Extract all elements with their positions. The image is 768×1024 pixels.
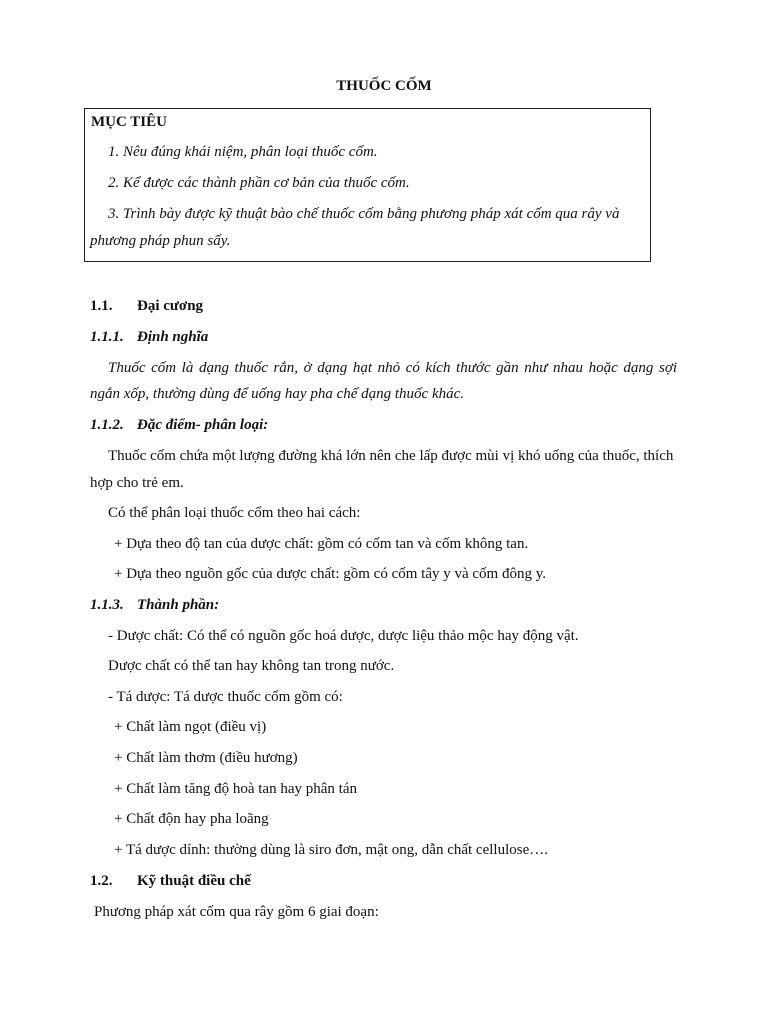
subsection-number: 1.1.1. bbox=[90, 329, 124, 345]
paragraph-line: Thuốc cốm chứa một lượng đường khá lớn nên che lấp được mùi vị khó uống của thuốc, thích bbox=[108, 448, 674, 464]
subsection-heading bbox=[90, 596, 219, 614]
subsection-title: Thành phần: bbox=[137, 597, 220, 613]
section-heading bbox=[90, 872, 251, 890]
paragraph-line: Phương pháp xát cốm qua rây gồm 6 giai đoạn: bbox=[94, 904, 379, 920]
subsection-title: Đặc điểm- phân loại: bbox=[137, 417, 269, 433]
paragraph-line: - Dược chất: Có thể có nguồn gốc hoá dược, dược liệu thảo mộc hay động vật. bbox=[108, 628, 579, 644]
list-item: + Chất độn hay pha loãng bbox=[114, 811, 269, 827]
paragraph-line: Dược chất có thể tan hay không tan trong nước. bbox=[108, 658, 395, 674]
list-item: + Dựa theo nguồn gốc của dược chất: gồm có cốm tây y và cốm đông y. bbox=[114, 566, 546, 582]
list-item: + Tá dược dính: thường dùng là siro đơn, mật ong, dẫn chất cellulose…. bbox=[114, 842, 548, 858]
subsection-number: 1.1.3. bbox=[90, 597, 124, 613]
paragraph-line: Có thể phân loại thuốc cốm theo hai cách: bbox=[108, 505, 361, 521]
section-title: Kỹ thuật điều chế bbox=[137, 873, 251, 889]
section-number: 1.2. bbox=[90, 873, 113, 889]
subsection-title: Định nghĩa bbox=[137, 329, 209, 345]
subsection-heading bbox=[90, 328, 208, 346]
paragraph-line: - Tá dược: Tá dược thuốc cốm gồm có: bbox=[108, 689, 343, 705]
subsection-heading bbox=[90, 416, 268, 434]
list-item: + Chất làm tăng độ hoà tan hay phân tán bbox=[114, 781, 357, 797]
subsection-number: 1.1.2. bbox=[90, 417, 124, 433]
objective-item: 2. Kể được các thành phần cơ bản của thuốc cốm. bbox=[108, 175, 410, 191]
paragraph-line: hợp cho trẻ em. bbox=[90, 475, 184, 491]
section-number: 1.1. bbox=[90, 298, 113, 314]
section-heading bbox=[90, 297, 203, 315]
list-item: + Chất làm ngọt (điều vị) bbox=[114, 719, 267, 735]
objectives-heading: MỤC TIÊU bbox=[91, 114, 167, 130]
objective-item: 1. Nêu đúng khái niệm, phân loại thuốc cốm. bbox=[108, 144, 378, 160]
objective-item: phương pháp phun sấy. bbox=[90, 233, 231, 249]
list-item: + Dựa theo độ tan của dược chất: gồm có cốm tan và cốm không tan. bbox=[114, 536, 529, 552]
section-title: Đại cương bbox=[137, 298, 204, 314]
list-item: + Chất làm thơm (điều hương) bbox=[114, 750, 298, 766]
objective-item: 3. Trình bày được kỹ thuật bào chế thuốc cốm bằng phương pháp xát cốm qua rây và bbox=[108, 206, 620, 222]
definition-paragraph: Thuốc cốm là dạng thuốc rắn, ở dạng hạt nhỏ có kích thước gần như nhau hoặc dạng sợi ngắn xốp, thường dùng để uống hay pha chế dạng thuốc khác. bbox=[90, 360, 677, 402]
page-title: THUỐC CỐM bbox=[336, 78, 432, 94]
